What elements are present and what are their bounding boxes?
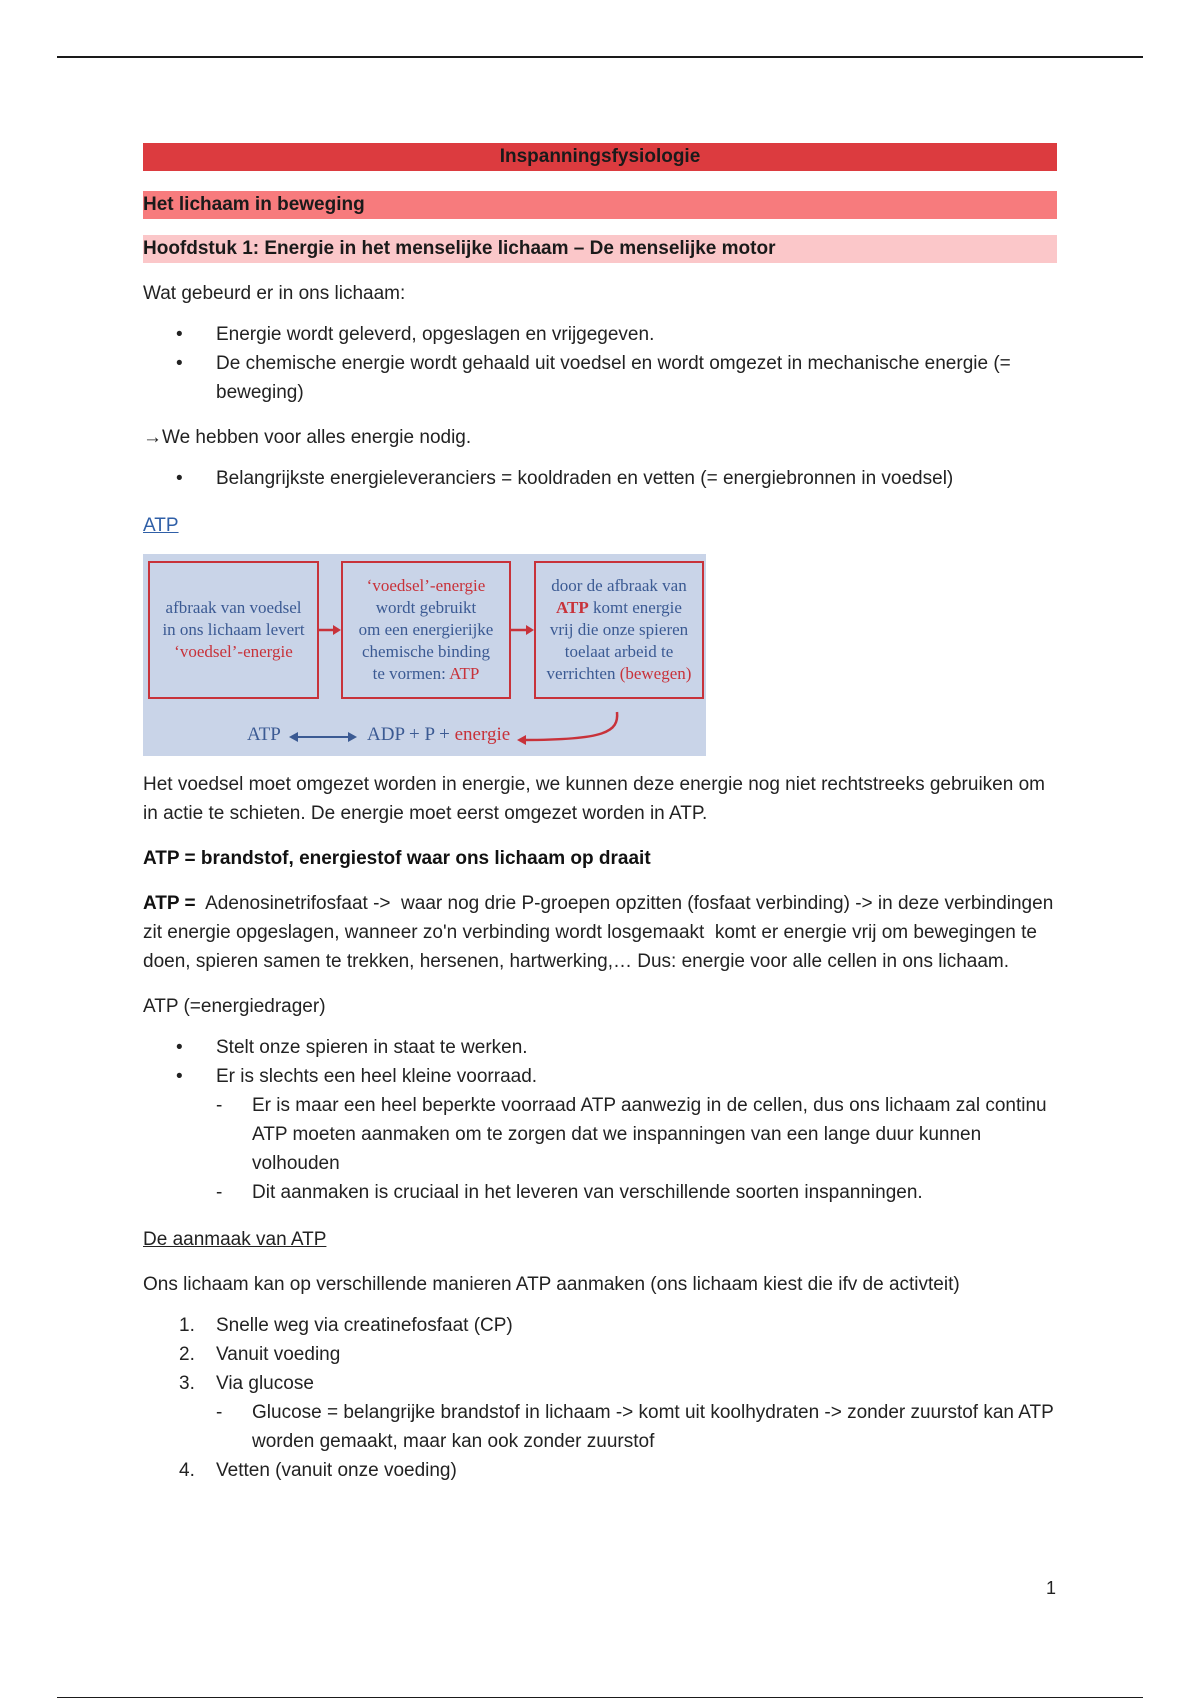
dash-icon: -	[216, 1402, 223, 1423]
bullet-icon: •	[176, 353, 183, 374]
dash-icon: -	[216, 1095, 223, 1116]
atp-sublist	[143, 1091, 1057, 1207]
list-item: - Dit aanmaken is cruciaal in het leveren van verschillende soorten inspanningen.	[143, 1178, 1057, 1207]
bullet-icon: •	[176, 468, 183, 489]
list-item: • Stelt onze spieren in staat te werken.	[143, 1033, 1057, 1062]
page-number: 1	[1046, 1578, 1057, 1598]
diagram-box-energy: ‘voedsel’-energie wordt gebruikt om een energierijke chemische binding te vormen: ATP	[341, 561, 511, 699]
arrow-head-icon	[526, 625, 534, 635]
bullet-icon: •	[176, 1066, 183, 1087]
arrow-head-icon	[289, 732, 298, 742]
top-rule	[57, 56, 1143, 58]
supplier-list	[143, 464, 1057, 493]
list-item: 2. Vanuit voeding	[179, 1344, 341, 1365]
list-item: 4. Vetten (vanuit onze voeding)	[179, 1460, 457, 1481]
bottom-rule	[57, 1697, 1143, 1698]
list-item: • De chemische energie wordt gehaald uit voedsel en wordt omgezet in mechanische energie (= beweging)	[143, 349, 1057, 407]
list-item: • Belangrijkste energieleveranciers = kooldraden en vetten (= energiebronnen in voedsel)	[143, 464, 1057, 493]
paragraph-food: Het voedsel moet omgezet worden in energie, we kunnen deze energie nog niet rechtstreeks gebruiken om in actie te schieten. De energie moet eerst omgezet worden in ATP.	[143, 774, 1045, 824]
list-item: • Energie wordt geleverd, opgeslagen en vrijgegeven.	[143, 320, 1057, 349]
list-item: • Er is slechts een heel kleine voorraad.	[143, 1062, 1057, 1091]
methods-list-cont	[143, 1456, 1057, 1485]
atp-diagram	[143, 554, 706, 756]
diagram-box-breakdown: afbraak van voedsel in ons lichaam levert ‘voedsel’-energie	[148, 561, 319, 699]
arrow-head-icon	[348, 732, 357, 742]
intro-list	[143, 320, 1057, 407]
methods-list	[143, 1311, 1057, 1398]
list-item: 1. Snelle weg via creatinefosfaat (CP)	[179, 1315, 513, 1336]
page-content	[143, 143, 1057, 1485]
equation-left: ATP	[247, 724, 281, 745]
glucose-sublist	[143, 1398, 1057, 1456]
paragraph-atp-definition: ATP = Adenosinetrifosfaat -> waar nog drie P-groepen opzitten (fosfaat verbinding) -> in deze verbindingen zit energie opgeslagen, wanneer zo'n verbinding wordt losgemaakt komt er energie vrij om bewegingen te doen, spieren samen te trekken, hersenen, hartwerking,… Dus: energie voor alle cellen in ons lichaam.	[143, 893, 1059, 972]
curved-arrow-icon	[523, 712, 617, 740]
subheading-atp-production: De aanmaak van ATP	[143, 1229, 327, 1250]
section-heading: Het lichaam in beweging	[143, 191, 1057, 219]
paragraph-methods: Ons lichaam kan op verschillende manieren ATP aanmaken (ons lichaam kiest die ifv de activteit)	[143, 1274, 960, 1295]
paragraph-energy-carrier: ATP (=energiedrager)	[143, 996, 326, 1017]
atp-list	[143, 1033, 1057, 1091]
list-item: - Er is maar een heel beperkte voorraad ATP aanwezig in de cellen, dus ons lichaam zal continu ATP moeten aanmaken om te zorgen dat we inspanningen van een lange duur kunnen volhouden	[143, 1091, 1057, 1178]
arrow-head-icon	[333, 625, 341, 635]
equation-right: ADP + P + energie	[367, 724, 511, 745]
paragraph-atp-fuel: ATP = brandstof, energiestof waar ons lichaam op draait	[143, 848, 651, 869]
bullet-icon: •	[176, 324, 183, 345]
diagram-box-release: door de afbraak van ATP komt energie vrij die onze spieren toelaat arbeid te verrichten (bewegen)	[534, 561, 704, 699]
document-title: Inspanningsfysiologie	[143, 143, 1057, 171]
list-item: - Glucose = belangrijke brandstof in lichaam -> komt uit koolhydraten -> zonder zuurstof kan ATP worden gemaakt, maar kan ook zonder zuurstof	[143, 1398, 1057, 1456]
list-item: 3. Via glucose	[179, 1373, 314, 1394]
arrow-line: →We hebben voor alles energie nodig.	[143, 427, 472, 448]
chapter-heading: Hoofdstuk 1: Energie in het menselijke lichaam – De menselijke motor	[143, 235, 1057, 263]
dash-icon: -	[216, 1182, 223, 1203]
atp-heading-link[interactable]: ATP	[143, 515, 179, 536]
intro-text: Wat gebeurd er in ons lichaam:	[143, 283, 406, 304]
bullet-icon: •	[176, 1037, 183, 1058]
arrow-head-icon	[517, 735, 526, 745]
